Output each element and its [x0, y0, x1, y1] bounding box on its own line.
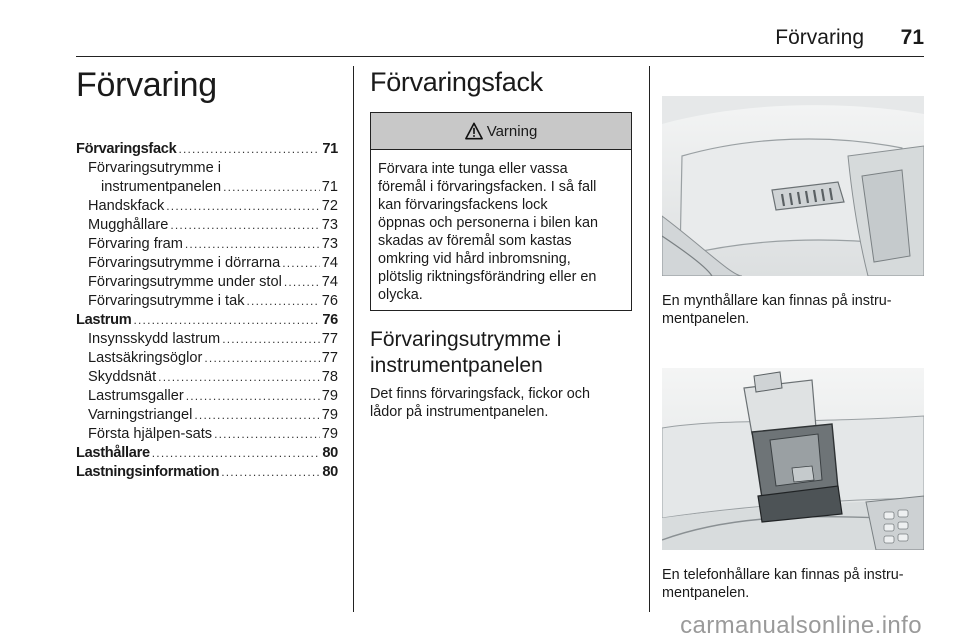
toc-item-page: 80: [322, 445, 338, 461]
toc-item[interactable]: [76, 349, 338, 368]
toc-leader-dots: [282, 254, 320, 273]
toc-item-page: 76: [322, 312, 338, 328]
caption-line: En telefonhållare kan finnas på instru-: [662, 567, 904, 583]
toc-item-label: Första hjälpen-sats: [88, 426, 213, 442]
toc-item-page: 74: [321, 255, 338, 271]
toc-item-label: instrumentpanelen: [101, 179, 222, 195]
toc-item-page: 72: [321, 198, 338, 214]
figure-caption: [662, 566, 926, 602]
toc-leader-dots: [185, 235, 320, 254]
toc-item-label: Lasthållare: [76, 445, 150, 461]
warning-line: föremål i förvaringsfacken. I så fall: [378, 179, 597, 195]
toc-item-page: 78: [321, 369, 338, 385]
warning-heading: Varning: [486, 122, 538, 140]
toc-item[interactable]: [76, 368, 338, 387]
page-header: [0, 26, 960, 54]
toc-item-page: 80: [322, 464, 338, 480]
toc-item[interactable]: [76, 463, 338, 482]
toc-item-label: Mugghållare: [88, 217, 169, 233]
toc-item-label: Lastrumsgaller: [88, 388, 184, 404]
toc-leader-dots: [152, 444, 321, 463]
text-line: lådor på instrumentpanelen.: [370, 404, 549, 420]
toc-item-label: Lastningsinformation: [76, 464, 220, 480]
subsection-title-line: instrumentpanelen: [370, 354, 543, 377]
warning-header: [371, 113, 631, 150]
subsection-text: [370, 385, 632, 421]
toc-item[interactable]: [76, 254, 338, 273]
toc-leader-dots: [178, 140, 320, 159]
toc-item[interactable]: [76, 406, 338, 425]
toc-item-label: Förvaringsutrymme under stol: [88, 274, 282, 290]
toc-column: [76, 64, 338, 482]
toc-item[interactable]: [76, 273, 338, 292]
toc-item-label: Skyddsnät: [88, 369, 157, 385]
toc-item-label: Förvaringsutrymme i dörrarna: [88, 255, 281, 271]
toc-item[interactable]: [76, 235, 338, 254]
toc-leader-dots: [204, 349, 319, 368]
dashboard-phone-holder-photo: [662, 368, 924, 550]
toc-item[interactable]: [76, 292, 338, 311]
toc-leader-dots: [214, 425, 320, 444]
subsection-title-line: Förvaringsutrymme i: [370, 328, 562, 351]
toc-item[interactable]: [76, 425, 338, 444]
watermark: carmanualsonline.info: [680, 612, 922, 639]
toc-item-label: Lastrum: [76, 312, 132, 328]
toc-leader-dots: [133, 311, 320, 330]
warning-line: öppnas och personerna i bilen kan: [378, 215, 599, 231]
toc-leader-dots: [158, 368, 320, 387]
dashboard-coin-holder-photo: [662, 96, 924, 276]
toc-item-label: Förvaringsutrymme i: [88, 160, 221, 176]
subsection-title: [370, 327, 632, 379]
toc-item-label: Förvaringsfack: [76, 141, 177, 157]
toc-item-page: 76: [321, 293, 338, 309]
toc-item[interactable]: [76, 311, 338, 330]
toc-item-page: 79: [321, 426, 338, 442]
warning-line: skadas av föremål som kastas: [378, 233, 572, 249]
chapter-title: Förvaring: [76, 66, 217, 104]
warning-triangle-icon: [465, 122, 483, 140]
warning-line: omkring vid hård inbromsning,: [378, 251, 571, 267]
toc-item-page: 79: [321, 407, 338, 423]
toc-item-label: Insynsskydd lastrum: [88, 331, 221, 347]
toc-item[interactable]: [76, 216, 338, 235]
toc-leader-dots: [186, 387, 320, 406]
header-rule: [76, 56, 924, 57]
figure-column: [662, 96, 926, 602]
toc-leader-dots: [223, 178, 320, 197]
text-line: Det finns förvaringsfack, fickor och: [370, 386, 590, 402]
caption-line: mentpanelen.: [662, 311, 750, 327]
toc-item[interactable]: [76, 387, 338, 406]
toc-item-label: Varningstriangel: [88, 407, 193, 423]
caption-line: mentpanelen.: [662, 585, 750, 601]
section-title: Förvaringsfack: [370, 67, 543, 97]
warning-box: [370, 112, 632, 311]
toc-leader-dots: [166, 197, 320, 216]
toc-leader-dots: [221, 463, 320, 482]
toc-item[interactable]: [76, 140, 338, 159]
running-title: Förvaring: [775, 26, 864, 49]
toc-item-page: 74: [321, 274, 338, 290]
toc-item[interactable]: [76, 444, 338, 463]
toc-leader-dots: [247, 292, 320, 311]
figure-caption: [662, 292, 926, 328]
toc-leader-dots: [284, 273, 320, 292]
toc-item[interactable]: [76, 330, 338, 349]
caption-line: En mynthållare kan finnas på instru-: [662, 293, 892, 309]
toc-item-page: 79: [321, 388, 338, 404]
toc-item-page: 71: [322, 141, 338, 157]
table-of-contents: [76, 140, 338, 482]
warning-text: [371, 150, 631, 310]
toc-item-page: 71: [321, 179, 338, 195]
toc-item-page: 77: [321, 331, 338, 347]
toc-item-label: Förvaring fram: [88, 236, 183, 252]
column-divider: [353, 66, 354, 612]
toc-item-label: Förvaringsutrymme i tak: [88, 293, 245, 309]
toc-item-label: Lastsäkringsöglor: [88, 350, 203, 366]
toc-item-page: 73: [321, 236, 338, 252]
warning-line: olycka.: [378, 287, 423, 303]
warning-line: plötslig riktningsförändring eller en: [378, 269, 597, 285]
column-divider: [649, 66, 650, 612]
toc-item[interactable]: [76, 197, 338, 216]
warning-line: Förvara inte tunga eller vassa: [378, 161, 568, 177]
warning-line: kan förvaringsfackens lock: [378, 197, 548, 213]
toc-leader-dots: [170, 216, 319, 235]
toc-leader-dots: [222, 330, 320, 349]
toc-leader-dots: [194, 406, 319, 425]
toc-item[interactable]: [76, 178, 338, 197]
toc-item-page: 73: [321, 217, 338, 233]
toc-item-page: 77: [321, 350, 338, 366]
content-column: [370, 64, 632, 421]
page-number: 71: [900, 26, 924, 49]
toc-item-label: Handskfack: [88, 198, 165, 214]
